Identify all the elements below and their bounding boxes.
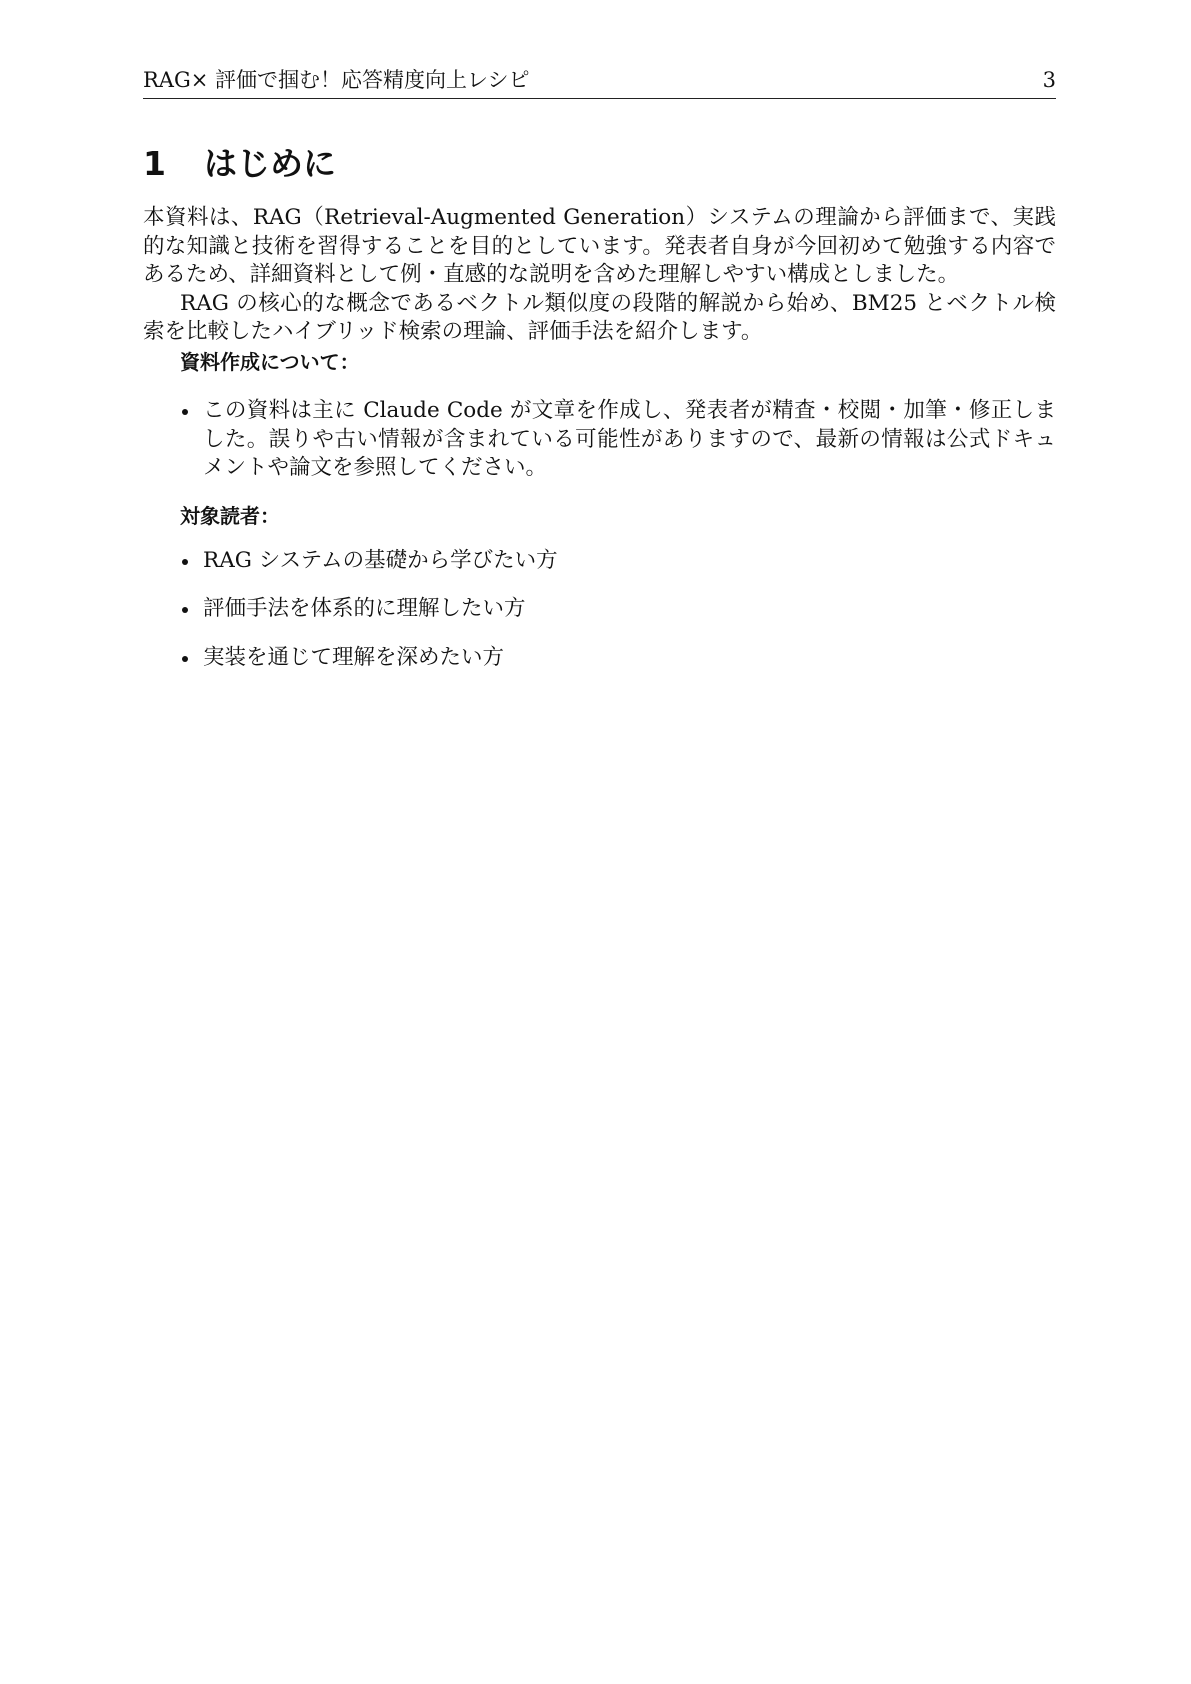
running-title: RAG× 評価で掴む！応答精度向上レシピ bbox=[143, 68, 530, 92]
section-body bbox=[143, 204, 1056, 673]
page-number: 3 bbox=[1042, 68, 1056, 92]
list-item: この資料は主に Claude Code が文章を作成し、発表者が精査・校閲・加筆・修正しました。誤りや古い情報が含まれている可能性がありますので、最新の情報は公式ドキュメントや論文を参照してください。 bbox=[203, 397, 1056, 483]
list-item: 実装を通じて理解を深めたい方 bbox=[203, 644, 1056, 673]
about-list bbox=[143, 397, 1056, 483]
running-header bbox=[143, 66, 1056, 99]
about-heading: 資料作成について： bbox=[180, 349, 360, 374]
section-number: 1 bbox=[143, 144, 166, 183]
audience-heading: 対象読者： bbox=[180, 503, 280, 528]
audience-list bbox=[143, 547, 1056, 673]
section-title: はじめに bbox=[203, 144, 336, 183]
overview-paragraph: RAG の核心的な概念であるベクトル類似度の段階的解説から始め、BM25 とベクトル検索を比較したハイブリッド検索の理論、評価手法を紹介します。 bbox=[143, 290, 1056, 345]
list-item: RAG システムの基礎から学びたい方 bbox=[203, 547, 1056, 576]
list-item: 評価手法を体系的に理解したい方 bbox=[203, 595, 1056, 624]
intro-paragraph: 本資料は、RAG（Retrieval-Augmented Generation）システムの理論から評価まで、実践的な知識と技術を習得することを目的としています。発表者自身が今回初めて勉強する内容であるため、詳細資料として例・直感的な説明を含めた理解しやすい構成としました。 bbox=[143, 205, 1056, 288]
section-heading bbox=[143, 140, 336, 188]
